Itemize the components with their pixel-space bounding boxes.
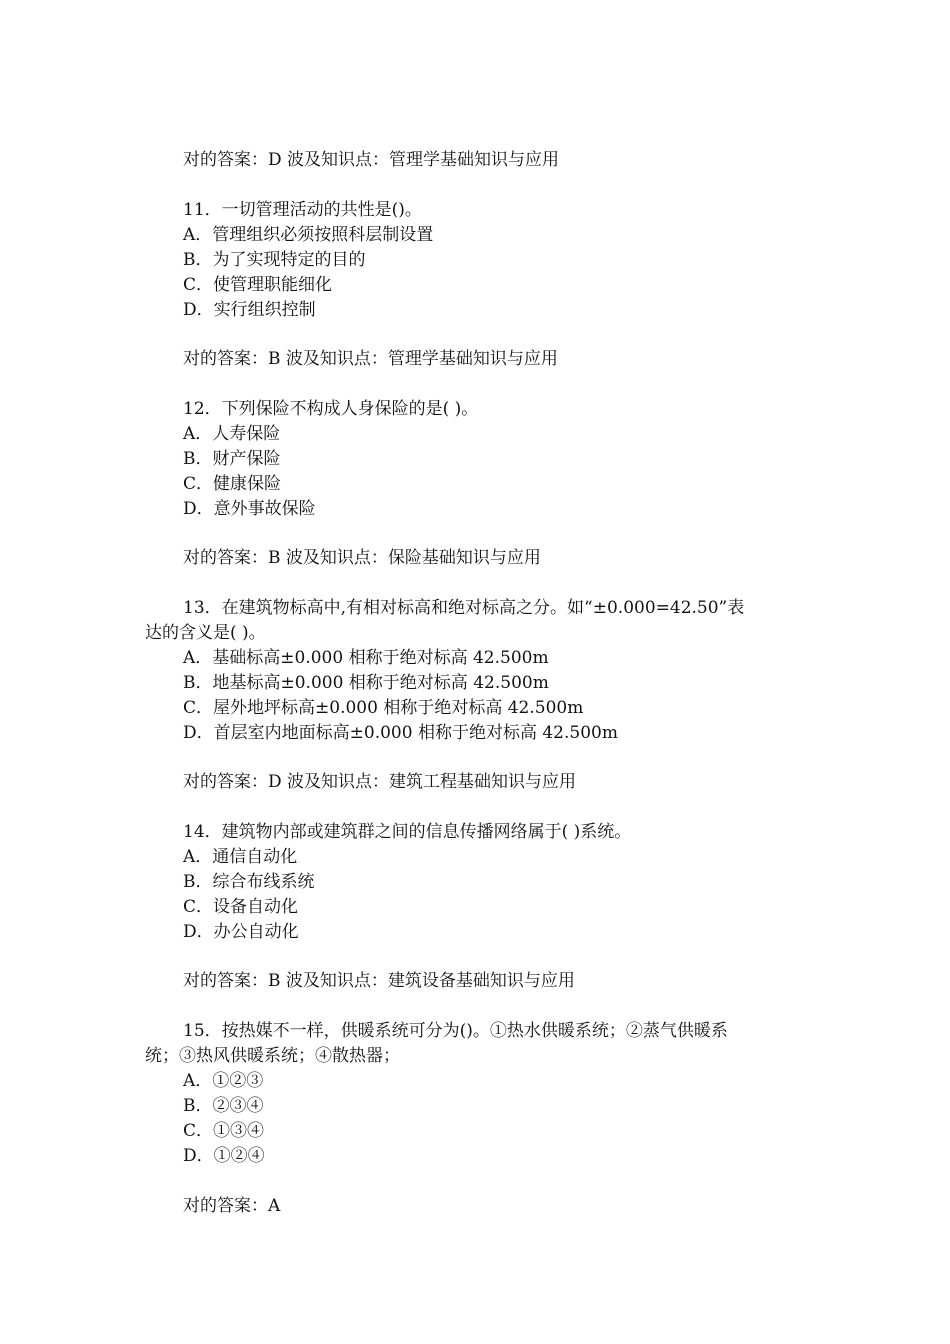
question-14-stem: 14．建筑物内部或建筑群之间的信息传播网络属于( )系统。 — [183, 822, 632, 842]
question-13-option-c: C．屋外地坪标高±0.000 相称于绝对标高 42.500m — [183, 698, 584, 718]
question-13-stem-line2: 达的含义是( )。 — [145, 623, 266, 643]
question-12-option-d: D．意外事故保险 — [183, 499, 316, 519]
question-11-option-c: C．使管理职能细化 — [183, 275, 333, 295]
question-12-option-c: C．健康保险 — [183, 474, 282, 494]
question-15-stem-line2: 统；③热风供暖系统；④散热器； — [145, 1046, 400, 1066]
question-13-option-a: A．基础标高±0.000 相称于绝对标高 42.500m — [183, 648, 549, 668]
question-13-option-d: D．首层室内地面标高±0.000 相称于绝对标高 42.500m — [183, 723, 618, 743]
question-13-stem-line1: 13．在建筑物标高中,有相对标高和绝对标高之分。如“±0.000=42.50”表 — [183, 598, 745, 618]
question-15-option-c: C．①③④ — [183, 1121, 265, 1141]
question-14-option-a: A．通信自动化 — [183, 847, 298, 867]
question-11-stem: 11．一切管理活动的共性是()。 — [183, 200, 422, 220]
question-15-answer: 对的答案：A — [183, 1196, 281, 1216]
question-14-option-d: D．办公自动化 — [183, 922, 299, 942]
question-14-option-c: C．设备自动化 — [183, 897, 299, 917]
question-15-option-a: A．①②③ — [183, 1071, 264, 1091]
question-12-stem: 12．下列保险不构成人身保险的是( )。 — [183, 399, 479, 419]
question-11-answer: 对的答案：B 波及知识点：管理学基础知识与应用 — [183, 349, 558, 369]
question-14-answer: 对的答案：B 波及知识点：建筑设备基础知识与应用 — [183, 971, 575, 991]
question-14-option-b: B．综合布线系统 — [183, 872, 315, 892]
question-12-option-a: A．人寿保险 — [183, 424, 281, 444]
question-15-stem-line1: 15．按热媒不一样，供暖系统可分为()。①热水供暖系统；②蒸气供暖系 — [183, 1021, 728, 1041]
question-11-option-d: D．实行组织控制 — [183, 300, 316, 320]
question-13-option-b: B．地基标高±0.000 相称于绝对标高 42.500m — [183, 673, 549, 693]
question-11-option-a: A．管理组织必须按照科层制设置 — [183, 225, 434, 245]
answer-line: 对的答案：D 波及知识点：管理学基础知识与应用 — [183, 150, 560, 170]
question-15-option-d: D．①②④ — [183, 1146, 265, 1166]
question-11-option-b: B．为了实现特定的目的 — [183, 250, 366, 270]
question-15-option-b: B．②③④ — [183, 1096, 264, 1116]
question-12-option-b: B．财产保险 — [183, 449, 281, 469]
question-13-answer: 对的答案：D 波及知识点：建筑工程基础知识与应用 — [183, 772, 577, 792]
question-12-answer: 对的答案：B 波及知识点：保险基础知识与应用 — [183, 548, 541, 568]
